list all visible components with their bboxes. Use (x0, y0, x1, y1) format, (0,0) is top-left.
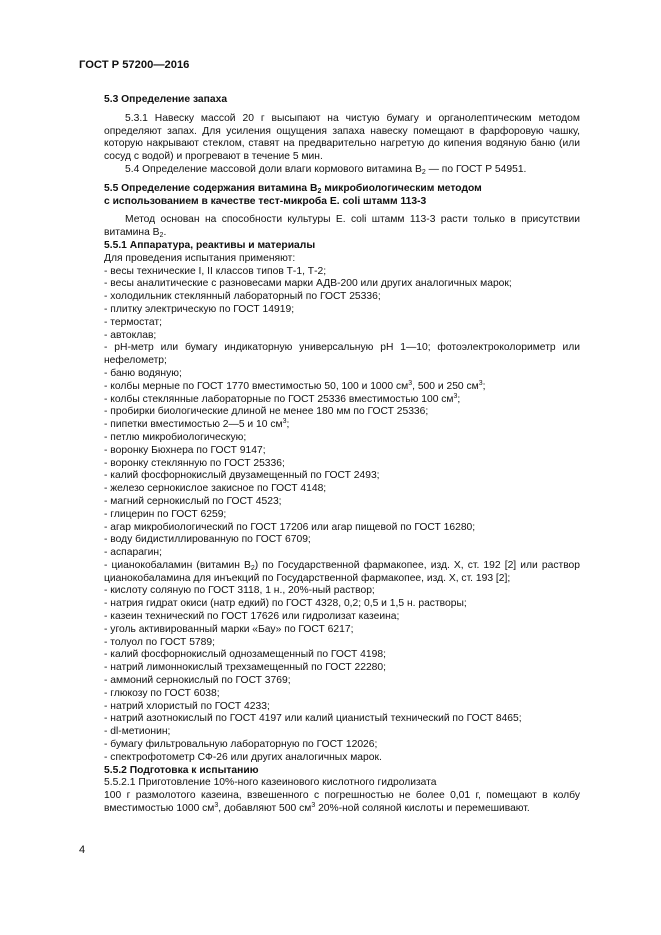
list-item: - пробирки биологические длиной не менее 180 мм по ГОСТ 25336; (104, 406, 429, 418)
section-5-3-title: 5.3 Определение запаха (104, 94, 228, 105)
list-item: - магний сернокислый по ГОСТ 4523; (104, 495, 282, 507)
list-item: - аспарагин; (104, 547, 162, 559)
list-item: - воду бидистиллированную по ГОСТ 6709; (104, 534, 311, 546)
list-item: - натрия гидрат окиси (натр едкий) по ГОСТ 4328, 0,2; 0,5 и 1,5 н. растворы; (104, 598, 467, 610)
list-item: - бумагу фильтровальную лабораторную по ГОСТ 12026; (104, 739, 378, 751)
list-item: - кислоту соляную по ГОСТ 3118, 1 н., 20%-ный раствор; (104, 585, 375, 597)
list-item: - термостат; (104, 316, 162, 328)
list-item: - глицерин по ГОСТ 6259; (104, 508, 227, 520)
section-5-5-1-title: 5.5.1 Аппаратура, реактивы и материалы (104, 239, 316, 251)
equipment-list-3 (104, 585, 580, 764)
list-item: - петлю микробиологическую; (104, 431, 247, 443)
list-item: - аммоний сернокислый по ГОСТ 3769; (104, 675, 291, 687)
document-body (104, 94, 580, 816)
list-item: - калий фосфорнокислый однозамещенный по ГОСТ 4198; (104, 649, 386, 661)
section-5-5-2-1-text: 100 г размолотого казеина, взвешенного с погрешностью не более 0,01 г, помещают в колбу вместимостью 1000 $см^3$, добавляют 500 $см^3$ 20%-ной соляной кислоты и перемешивают. (104, 790, 580, 815)
list-item: - натрий лимоннокислый трехзамещенный по ГОСТ 22280; (104, 662, 386, 674)
equipment-list-1 (104, 266, 580, 432)
list-item: - натрий хлористый по ГОСТ 4233; (104, 700, 270, 712)
list-item: - уголь активированный марки «Бау» по ГОСТ 6217; (104, 623, 354, 635)
list-item: - колбы мерные по ГОСТ 1770 вместимостью 50, 100 и 1000 $см^3$, 500 и 250 $см^3$; (104, 379, 486, 392)
list-item: - казеин технический по ГОСТ 17626 или гидролизат казеина; (104, 611, 400, 623)
list-item: - весы аналитические с разновесами марки АДВ-200 или других аналогичных марок; (104, 278, 512, 290)
list-item: - рН-метр или бумагу индикаторную универсальную рН 1—10; фотоэлектроколориметр или нефелометр; (104, 342, 580, 367)
equipment-list-2 (104, 432, 580, 586)
list-item: - калий фосфорнокислый двузамещенный по ГОСТ 2493; (104, 470, 380, 482)
list-item: - воронку стеклянную по ГОСТ 25336; (104, 457, 285, 469)
list-item: - dl-метионин; (104, 726, 171, 738)
section-5-5-2-1-title: 5.5.2.1 Приготовление 10%-ного казеинового кислотного гидролизата (104, 777, 437, 789)
list-item: - плитку электрическую по ГОСТ 14919; (104, 303, 295, 315)
section-5-5-1-intro: Для проведения испытания применяют: (104, 252, 296, 264)
section-5-5-2-title: 5.5.2 Подготовка к испытанию (104, 764, 259, 776)
section-5-3-1-text: 5.3.1 Навеску массой 20 г высыпают на чистую бумагу и органолептическим методом определяют запах. Для усиления ощущения запаха навеску помещают в фарфоровую чашку, которую накрывают стеклом, ставят на предварительно нагретую до кипения водяную баню (или сосуд с водой) и прогревают в течение 5 мин. (104, 112, 580, 163)
section-5-5-title: 5.5 Определение содержания витамина $В_2$ микробиологическим методом с использованием в качестве тест-микроба E. coli штамм 113-3 (104, 182, 482, 207)
section-5-5-method: Метод основан на способности культуры E. coli штамм 113-3 расти только в присутствии витамина $В_2$. (104, 214, 580, 240)
section-5-4-text: 5.4 Определение массовой доли влаги кормового витамина $В_2$ — по ГОСТ Р 54951. (125, 163, 527, 176)
list-item: - натрий азотнокислый по ГОСТ 4197 или калий цианистый технический по ГОСТ 8465; (104, 713, 522, 725)
document-header: ГОСТ Р 57200—2016 (79, 59, 190, 71)
list-item: - баню водяную; (104, 367, 182, 379)
list-item: - агар микробиологический по ГОСТ 17206 или агар пищевой по ГОСТ 16280; (104, 521, 476, 533)
list-item: - колбы стеклянные лабораторные по ГОСТ 25336 вместимостью 100 $см^3$; (104, 392, 461, 405)
list-item: - автоклав; (104, 329, 157, 341)
list-item: - весы технические I, II классов типов Т-1, Т-2; (104, 265, 327, 277)
list-item: - железо сернокислое закисное по ГОСТ 4148; (104, 483, 327, 495)
list-item: - спектрофотометр СФ-26 или других аналогичных марок. (104, 751, 382, 763)
list-item: - цианокобаламин (витамин $В_2$) по Государственной фармакопее, изд. X, ст. 192 [2] или раствор цианокобаламина для инъекций по Государственной фармакопее, изд. X, ст. 193 [2]; (104, 559, 581, 584)
list-item: - воронку Бюхнера по ГОСТ 9147; (104, 444, 266, 456)
list-item: - пипетки вместимостью 2—5 и 10 $см^3$; (104, 418, 290, 431)
list-item: - глюкозу по ГОСТ 6038; (104, 687, 220, 699)
list-item: - толуол по ГОСТ 5789; (104, 636, 215, 648)
page-number: 4 (79, 844, 86, 856)
list-item: - холодильник стеклянный лабораторный по ГОСТ 25336; (104, 291, 381, 303)
